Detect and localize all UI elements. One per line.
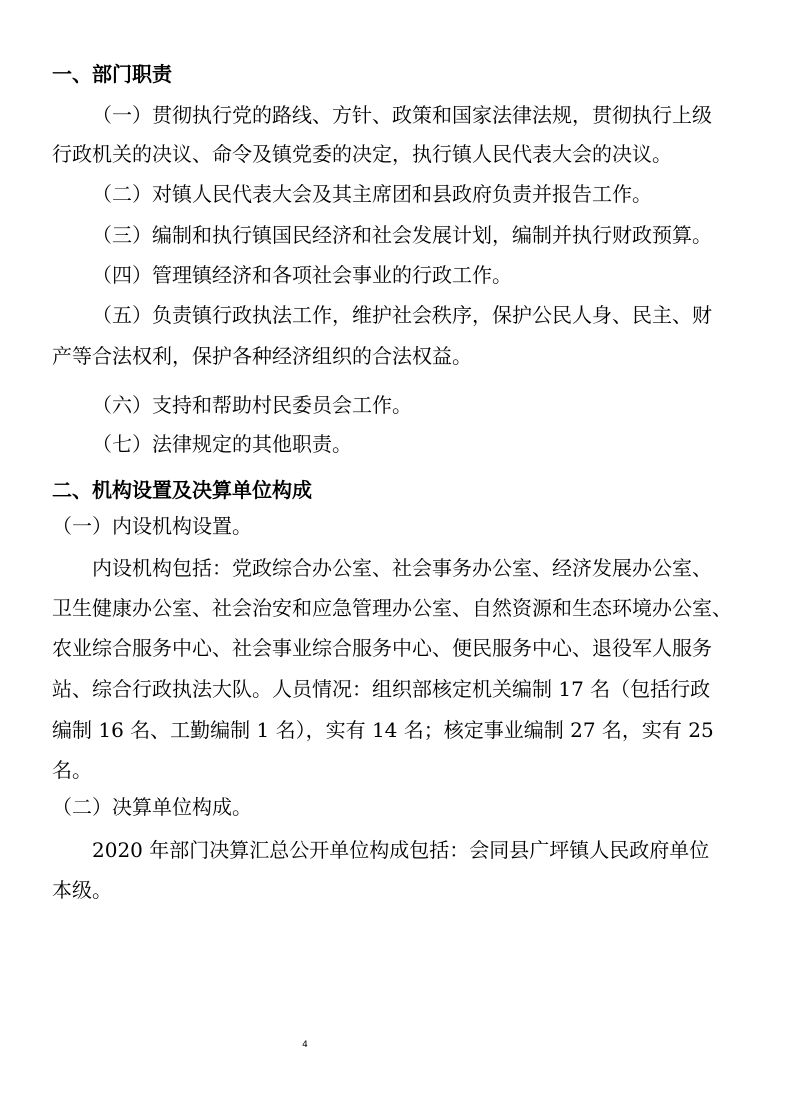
internal-line-2: 卫生健康办公室、社会治安和应急管理办公室、自然资源和生态环境办公室、 <box>52 596 732 620</box>
duty-item-2: （二）对镇人民代表大会及其主席团和县政府负责并报告工作。 <box>92 182 652 206</box>
subsection-title-internal: （一）内设机构设置。 <box>52 514 252 538</box>
duty-item-4: （四）管理镇经济和各项社会事业的行政工作。 <box>92 263 512 287</box>
internal-line-1: 内设机构包括：党政综合办公室、社会事务办公室、经济发展办公室、 <box>92 556 712 580</box>
duty-item-7: （七）法律规定的其他职责。 <box>92 432 352 456</box>
units-line-1: 2020 年部门决算汇总公开单位构成包括：会同县广坪镇人民政府单位 <box>92 838 710 862</box>
duty-item-5-line-1: （五）负责镇行政执法工作，维护社会秩序，保护公民人身、民主、财 <box>92 303 712 327</box>
duty-item-1-line-2: 行政机关的决议、命令及镇党委的决定，执行镇人民代表大会的决议。 <box>52 142 672 166</box>
duty-item-5-line-2: 产等合法权利，保护各种经济组织的合法权益。 <box>52 344 472 368</box>
duty-item-1-line-1: （一）贯彻执行党的路线、方针、政策和国家法律法规，贯彻执行上级 <box>92 103 712 127</box>
internal-line-3: 农业综合服务中心、社会事业综合服务中心、便民服务中心、退役军人服务 <box>52 636 712 660</box>
duty-item-3: （三）编制和执行镇国民经济和社会发展计划，编制并执行财政预算。 <box>92 223 712 247</box>
page-number: 4 <box>302 1040 308 1050</box>
units-line-2: 本级。 <box>52 878 112 902</box>
duty-item-6: （六）支持和帮助村民委员会工作。 <box>92 393 412 417</box>
subsection-title-units: （二）决算单位构成。 <box>52 795 252 819</box>
section-heading-structure: 二、机构设置及决算单位构成 <box>52 478 312 502</box>
internal-line-5: 编制 16 名、工勤编制 1 名），实有 14 名；核定事业编制 27 名，实有 25 <box>52 718 714 742</box>
internal-line-6: 名。 <box>52 758 92 782</box>
internal-line-4: 站、综合行政执法大队。人员情况：组织部核定机关编制 17 名（包括行政 <box>52 677 711 701</box>
section-heading-duties: 一、部门职责 <box>52 62 172 86</box>
